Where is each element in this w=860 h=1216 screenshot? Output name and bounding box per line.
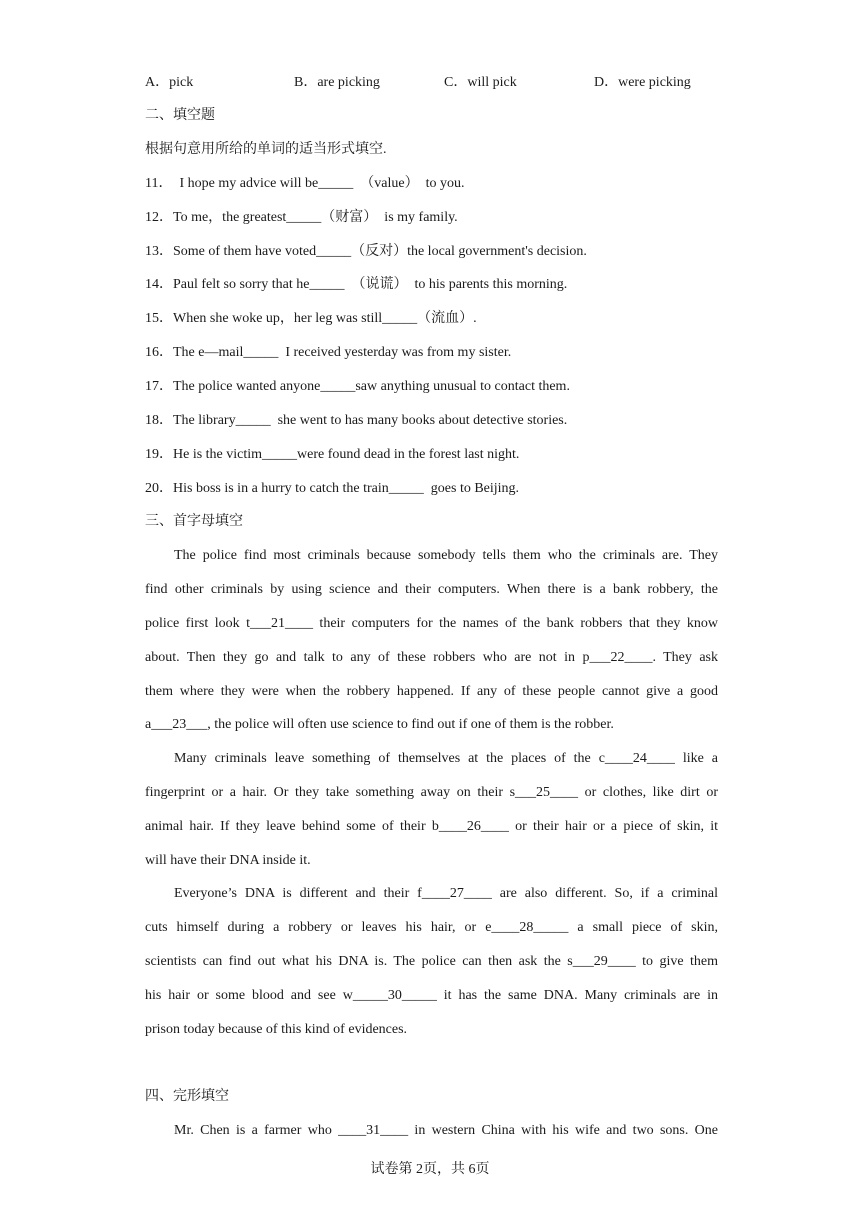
section-instruction: 根据句意用所给的单词的适当形式填空. (145, 142, 387, 157)
question-15: 15．When she woke up，her leg was still_____（流血）. (145, 311, 477, 326)
question-12: 12．To me，the greatest_____（财富） is my family. (145, 210, 458, 225)
passage-line: The police find most criminals because somebody tells them who the criminals are. They (174, 548, 718, 563)
passage-line: find other criminals by using science and their computers. When there is a bank robbery, the (145, 582, 718, 597)
option-c: C．will pick (444, 75, 517, 90)
passage-line: about. Then they go and talk to any of these robbers who are not in p___22____. They ask (145, 650, 718, 665)
question-19: 19．He is the victim_____were found dead in the forest last night. (145, 447, 520, 462)
passage-line: a___23___, the police will often use science to find out if one of them is the robber. (145, 717, 614, 732)
question-11: 11． I hope my advice will be_____ （value） to you. (145, 176, 465, 191)
option-a: A．pick (145, 75, 194, 90)
option-b: B．are picking (294, 75, 380, 90)
page-footer: 试卷第 2页，共 6页 (370, 1162, 490, 1177)
passage-line: his hair or some blood and see w_____30_____ it has the same DNA. Many criminals are in (145, 988, 718, 1003)
passage-line: them where they were when the robbery happened. If any of these people cannot give a good (145, 684, 718, 699)
section-heading: 四、完形填空 (145, 1089, 229, 1104)
section-heading: 二、填空题 (145, 108, 215, 123)
question-17: 17．The police wanted anyone_____saw anything unusual to contact them. (145, 379, 570, 394)
passage-line: cuts himself during a robbery or leaves his hair, or e____28_____ a small piece of skin, (145, 920, 718, 935)
question-14: 14．Paul felt so sorry that he_____ （说谎） to his parents this morning. (145, 277, 568, 292)
question-13: 13．Some of them have voted_____（反对）the local government's decision. (145, 244, 587, 259)
question-18: 18．The library_____ she went to has many books about detective stories. (145, 413, 568, 428)
option-d: D．were picking (594, 75, 691, 90)
passage-line: fingerprint or a hair. Or they take something away on their s___25____ or clothes, like dirt or (145, 785, 718, 800)
passage-line: prison today because of this kind of evidences. (145, 1022, 408, 1037)
passage-line: police first look t___21____ their computers for the names of the bank robbers that they know (145, 616, 718, 631)
passage-line: Many criminals leave something of themselves at the places of the c____24____ like a (174, 751, 718, 766)
passage-line: animal hair. If they leave behind some of their b____26____ or their hair or a piece of skin, it (145, 819, 718, 834)
passage-line: Everyone’s DNA is different and their f____27____ are also different. So, if a criminal (174, 886, 718, 901)
question-20: 20．His boss is in a hurry to catch the train_____ goes to Beijing. (145, 481, 520, 496)
question-16: 16．The e—mail_____ I received yesterday was from my sister. (145, 345, 512, 360)
passage-line: will have their DNA inside it. (145, 853, 311, 868)
section-heading: 三、首字母填空 (145, 514, 243, 529)
passage-line: Mr. Chen is a farmer who ____31____ in western China with his wife and two sons. One (174, 1123, 718, 1138)
passage-line: scientists can find out what his DNA is. The police can then ask the s___29____ to give them (145, 954, 718, 969)
